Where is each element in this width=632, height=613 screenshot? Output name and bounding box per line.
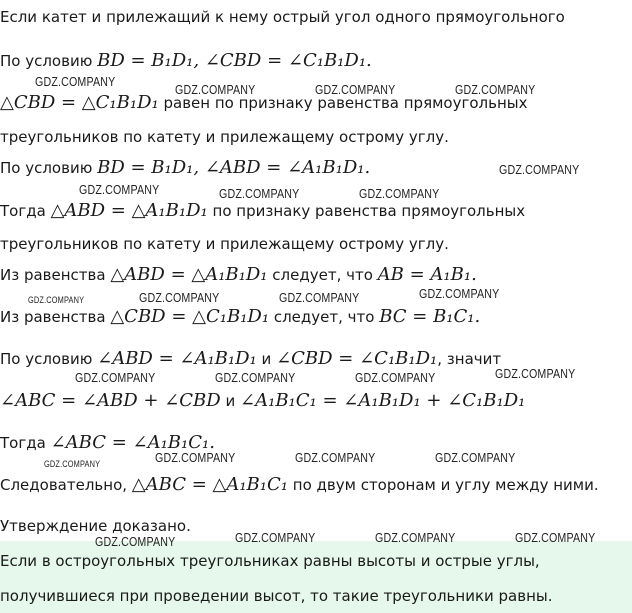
math-formula: ∠CBD = ∠C₁B₁D₁ (276, 348, 438, 369)
watermark: GDZ.COMPANY (495, 366, 576, 381)
watermark: GDZ.COMPANY (215, 370, 296, 385)
math-formula: BD = B₁D₁, ∠ABD = ∠A₁B₁D₁. (97, 157, 371, 178)
watermark: GDZ.COMPANY (75, 370, 156, 385)
math-formula: BC = B₁C₁. (379, 306, 481, 327)
watermark: GDZ.COMPANY (359, 186, 440, 201)
watermark: GDZ.COMPANY (435, 450, 516, 465)
watermark: GDZ.COMPANY (315, 82, 396, 97)
watermark: GDZ.COMPANY (155, 450, 236, 465)
watermark: GDZ.COMPANY (139, 290, 220, 305)
math-formula: ∠A₁B₁C₁ = ∠A₁B₁D₁ + ∠C₁B₁D₁ (240, 390, 526, 411)
watermark: GDZ.COMPANY (295, 450, 376, 465)
text-span: Из равенства (0, 266, 111, 284)
watermark: GDZ.COMPANY (499, 162, 580, 177)
watermark: GDZ.COMPANY (515, 530, 596, 545)
text-span: Тогда (0, 202, 51, 220)
watermark: GDZ.COMPANY (235, 530, 316, 545)
text-span: По условию (0, 350, 98, 368)
text-span: следует, что (267, 266, 378, 284)
text-line (0, 348, 501, 370)
watermark: GDZ.COMPANY (44, 459, 101, 469)
text-span: По условию (0, 52, 98, 70)
math-formula: ∠ABC = ∠A₁B₁C₁. (50, 432, 215, 453)
math-formula: ∠ABD = ∠A₁B₁D₁ (97, 348, 257, 369)
math-formula: △ABD = △A₁B₁D₁ (50, 200, 208, 221)
text-span: равен по признаку равенства прямоугольных (158, 94, 528, 112)
text-line (0, 306, 480, 328)
watermark: GDZ.COMPANY (79, 182, 160, 197)
math-formula: △CBD = △C₁B₁D₁ (110, 306, 270, 327)
text-line: Если катет и прилежащий к нему острый угол одного прямоугольного (0, 8, 565, 26)
watermark: GDZ.COMPANY (28, 295, 85, 305)
math-formula: BD = B₁D₁, ∠CBD = ∠C₁B₁D₁. (97, 50, 372, 71)
text-span: , значит (437, 350, 502, 368)
text-span: и (256, 350, 277, 368)
watermark: GDZ.COMPANY (355, 370, 436, 385)
watermark: GDZ.COMPANY (419, 286, 500, 301)
text-span: по двум сторонам и углу между ними. (288, 476, 599, 494)
text-line: Утверждение доказано. (0, 517, 191, 535)
text-line (0, 92, 527, 114)
text-line (0, 50, 372, 72)
text-line (0, 157, 370, 179)
text-line (0, 474, 599, 496)
text-span: и (220, 392, 241, 410)
text-span: по признаку равенства прямоугольных (207, 202, 526, 220)
watermark: GDZ.COMPANY (455, 82, 536, 97)
math-formula: AB = A₁B₁. (377, 264, 477, 285)
math-formula: △CBD = △C₁B₁D₁ (0, 92, 159, 113)
text-span: По условию (0, 159, 98, 177)
watermark: GDZ.COMPANY (35, 74, 116, 89)
text-line: треугольников по катету и прилежащему острому углу. (0, 235, 449, 253)
text-span: Из равенства (0, 308, 111, 326)
watermark: GDZ.COMPANY (175, 82, 256, 97)
text-line (0, 390, 525, 412)
watermark: GDZ.COMPANY (95, 534, 176, 549)
text-line (0, 264, 477, 286)
watermark: GDZ.COMPANY (279, 290, 360, 305)
text-span: Следовательно, (0, 476, 132, 494)
text-line (0, 200, 525, 222)
math-formula: △ABD = △A₁B₁D₁ (110, 264, 268, 285)
watermark: GDZ.COMPANY (375, 530, 456, 545)
text-line: треугольников по катету и прилежащему острому углу. (0, 128, 449, 146)
text-span: следует, что (269, 308, 380, 326)
math-formula: △ABC = △A₁B₁C₁ (131, 474, 288, 495)
text-span: Тогда (0, 434, 51, 452)
highlight-text-line: получившиеся при проведении высот, то такие треугольники равны. (0, 587, 553, 605)
math-formula: ∠ABC = ∠ABD + ∠CBD (0, 390, 221, 411)
highlight-text-line: Если в остроугольных треугольниках равны высоты и острые углы, (0, 552, 540, 570)
watermark: GDZ.COMPANY (219, 186, 300, 201)
